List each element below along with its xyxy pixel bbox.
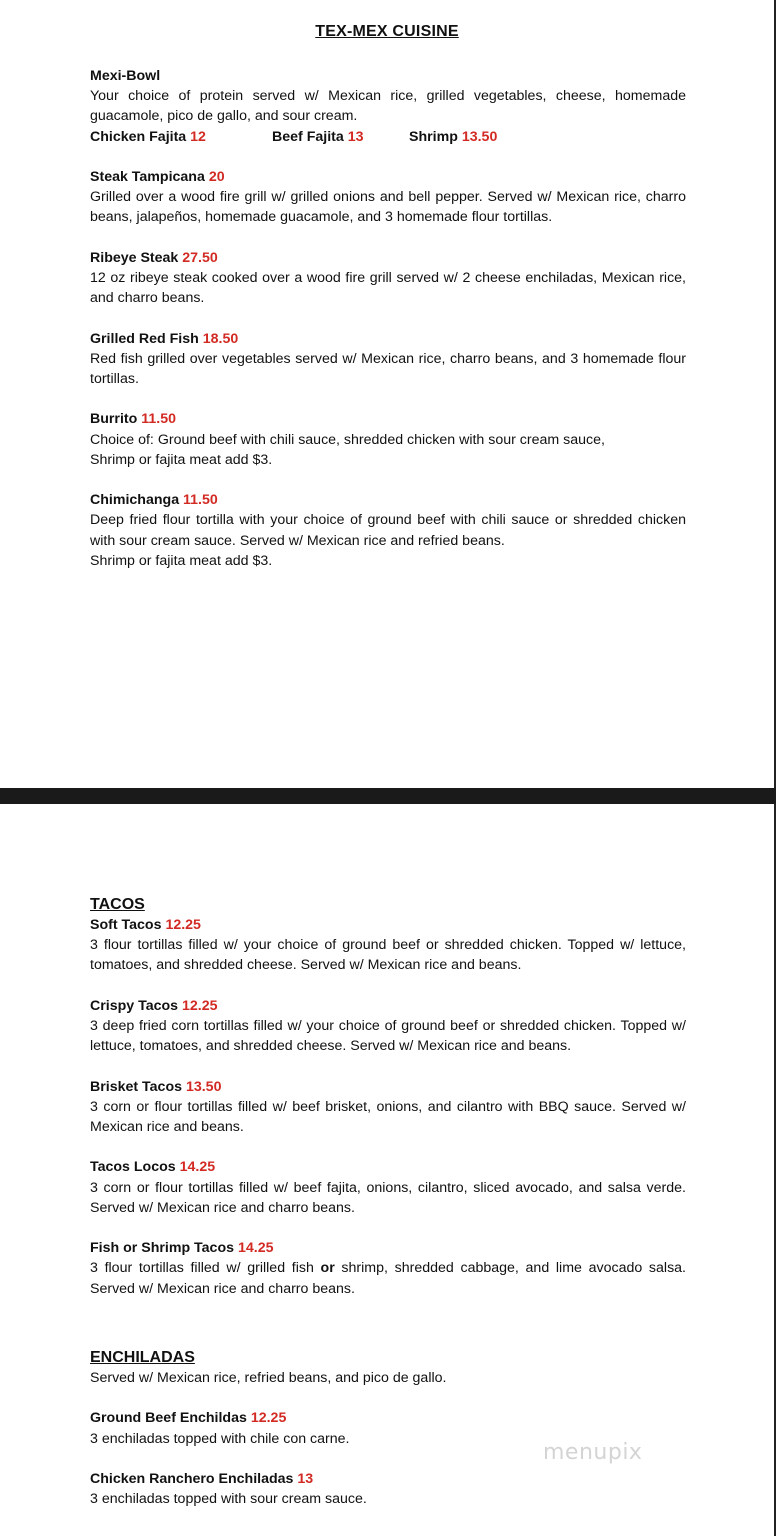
item-addon: Shrimp or fajita meat add $3. — [90, 451, 273, 468]
item-name: Ground Beef Enchildas — [90, 1410, 247, 1427]
menu-item-burrito — [90, 409, 686, 470]
item-description: 3 corn or flour tortillas filled w/ beef brisket, onions, and cilantro with BBQ sauce. Served w/ Mexican rice and beans. — [90, 1098, 686, 1135]
option-beef-fajita: Beef Fajita 13 — [272, 128, 364, 145]
item-price: 18.50 — [202, 330, 239, 347]
item-description: 3 flour tortillas filled w/ grilled fish or shrimp, shredded cabbage, and lime avocado salsa. Served w/ Mexican rice and charro beans. — [90, 1260, 686, 1297]
item-price: 12.25 — [182, 997, 218, 1014]
item-description: 3 enchiladas topped with chile con carne. — [90, 1430, 350, 1447]
item-name: Ribeye Steak — [90, 249, 179, 266]
menu-item-grilled-red-fish — [90, 329, 686, 390]
tex-mex-section — [90, 66, 686, 591]
item-description: 3 flour tortillas filled w/ your choice of ground beef or shredded chicken. Topped w/ lettuce, tomatoes, and shredded cheese. Served w/ Mexican rice and beans. — [90, 937, 686, 974]
item-price: 14.25 — [237, 1240, 274, 1257]
item-description: 3 corn or flour tortillas filled w/ beef fajita, onions, cilantro, sliced avocado, and salsa verde. Served w/ Mexican rice and charro beans. — [90, 1179, 686, 1216]
item-description: 3 deep fried corn tortillas filled w/ your choice of ground beef or shredded chicken. Topped w/ lettuce, tomatoes, and shredded cheese. Served w/ Mexican rice and beans. — [90, 1018, 686, 1055]
item-price: 11.50 — [141, 411, 176, 428]
item-name: Crispy Tacos — [90, 997, 179, 1014]
page-title: TEX-MEX CUISINE — [315, 23, 459, 40]
menu-page-bottom — [0, 804, 776, 1536]
item-price: 14.25 — [179, 1159, 216, 1176]
option-shrimp: Shrimp 13.50 — [409, 128, 498, 145]
item-description: Red fish grilled over vegetables served w/ Mexican rice, charro beans, and 3 homemade flour tortillas. — [90, 350, 686, 387]
item-description: 3 enchiladas topped with sour cream sauce. — [90, 1491, 367, 1508]
item-addon: Shrimp or fajita meat add $3. — [90, 552, 273, 569]
section-title-tacos: TACOS — [90, 896, 145, 913]
item-name: Chimichanga — [90, 492, 180, 509]
tacos-section — [90, 895, 686, 1319]
item-price: 27.50 — [182, 249, 218, 266]
item-name: Brisket Tacos — [90, 1078, 182, 1095]
item-price: 13.50 — [461, 128, 498, 145]
item-description: Your choice of protein served w/ Mexican rice, grilled vegetables, cheese, homemade guacamole, pico de gallo, and sour cream. — [90, 88, 686, 125]
page-divider — [0, 788, 776, 804]
item-price: 12.25 — [165, 917, 201, 933]
item-name: Burrito — [90, 411, 138, 428]
item-description: Deep fried flour tortilla with your choice of ground beef with chili sauce or shredded chicken with sour cream sauce. Served w/ Mexican rice and refried beans. — [90, 512, 686, 549]
protein-options — [90, 127, 686, 147]
item-price: 12.25 — [250, 1410, 287, 1427]
item-name: Fish or Shrimp Tacos — [90, 1240, 235, 1257]
enchiladas-section — [90, 1348, 686, 1530]
item-description: Choice of: Ground beef with chili sauce, shredded chicken with sour cream sauce, — [90, 431, 605, 448]
item-price: 12 — [190, 128, 206, 145]
menu-item-ribeye-steak — [90, 248, 686, 309]
item-name: Steak Tampicana — [90, 169, 205, 185]
watermark-logo: menupix — [543, 1440, 643, 1465]
item-description: Grilled over a wood fire grill w/ grilled onions and bell pepper. Served w/ Mexican rice, charro beans, jalapeños, homemade guacamole, and 3 homemade flour tortillas. — [90, 189, 686, 226]
menu-item-mexi-bowl — [90, 66, 686, 147]
section-title-enchiladas: ENCHILADAS — [90, 1349, 195, 1366]
item-description: 12 oz ribeye steak cooked over a wood fire grill served w/ 2 cheese enchiladas, Mexican rice, and charro beans. — [90, 270, 686, 307]
menu-item-steak-tampicana — [90, 167, 686, 228]
menu-item-soft-tacos — [90, 915, 686, 976]
item-name: Chicken Ranchero Enchiladas — [90, 1470, 294, 1487]
item-name: Mexi-Bowl — [90, 68, 161, 84]
section-subtitle: Served w/ Mexican rice, refried beans, and pico de gallo. — [90, 1370, 447, 1386]
menu-item-crispy-tacos — [90, 996, 686, 1057]
item-name: Grilled Red Fish — [90, 330, 199, 347]
item-price: 13.50 — [185, 1078, 222, 1095]
item-price: 13 — [347, 128, 364, 145]
item-name: Tacos Locos — [90, 1159, 176, 1176]
item-price: 11.50 — [183, 492, 218, 509]
option-chicken-fajita: Chicken Fajita 12 — [90, 128, 206, 145]
menu-item-chicken-ranchero-enchiladas — [90, 1469, 686, 1509]
menu-item-brisket-tacos — [90, 1077, 686, 1138]
menu-item-fish-or-shrimp-tacos — [90, 1238, 686, 1299]
menu-item-chimichanga — [90, 490, 686, 571]
item-name: Soft Tacos — [90, 917, 162, 933]
item-price: 20 — [208, 169, 225, 185]
menu-item-tacos-locos — [90, 1157, 686, 1218]
item-price: 13 — [297, 1470, 314, 1487]
